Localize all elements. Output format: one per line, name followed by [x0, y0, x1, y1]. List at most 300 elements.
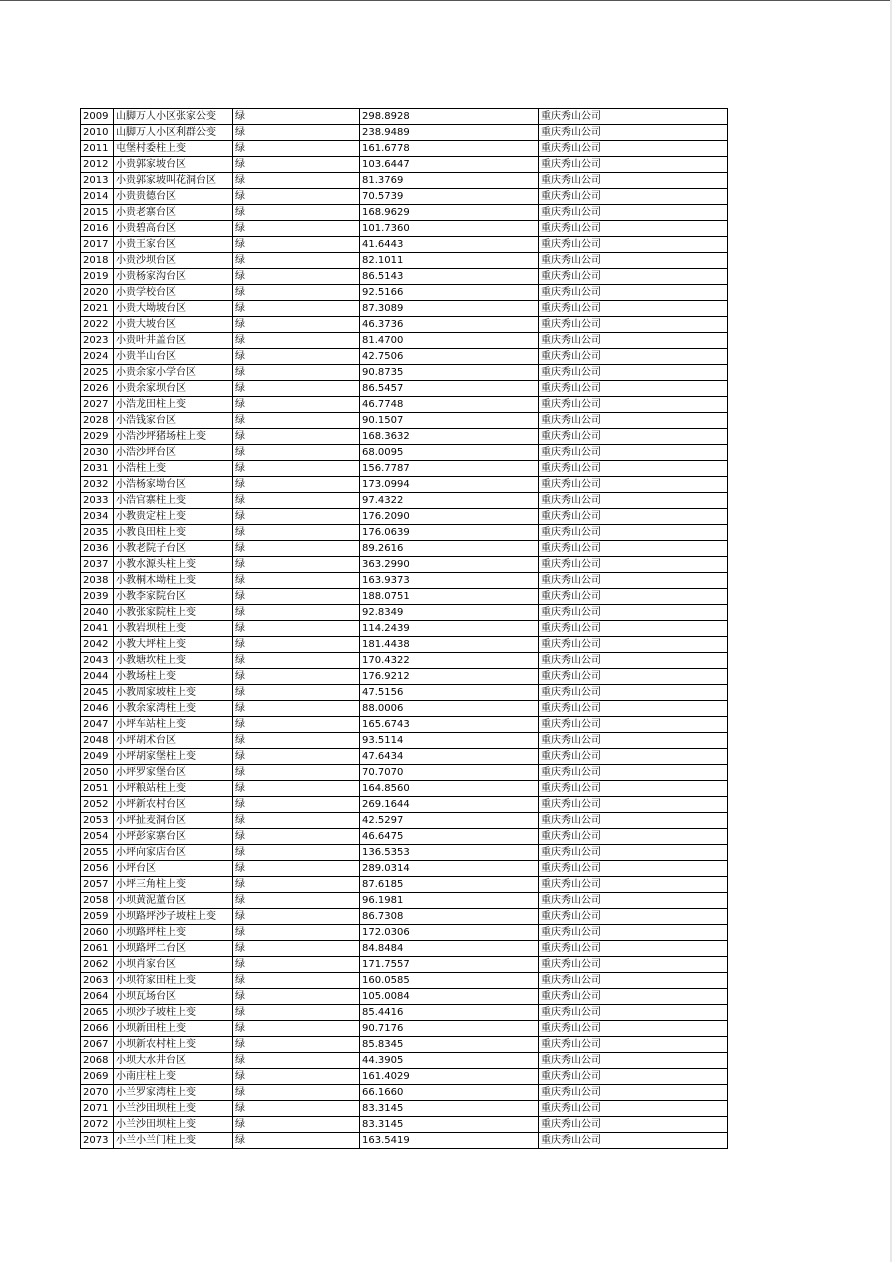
table-row: [81, 157, 728, 173]
table-row: [81, 1085, 728, 1101]
table-row: [81, 333, 728, 349]
cell-id: 2013: [81, 173, 114, 189]
cell-color: 绿: [233, 157, 360, 173]
cell-name: 小浩龙田柱上变: [114, 397, 233, 413]
cell-id: 2050: [81, 765, 114, 781]
cell-id: 2043: [81, 653, 114, 669]
cell-value: 46.7748: [360, 397, 539, 413]
cell-id: 2054: [81, 829, 114, 845]
cell-company: 重庆秀山公司: [539, 589, 728, 605]
cell-company: 重庆秀山公司: [539, 605, 728, 621]
cell-company: 重庆秀山公司: [539, 637, 728, 653]
cell-name: 小兰罗家湾柱上变: [114, 1085, 233, 1101]
table-row: [81, 781, 728, 797]
table-row: [81, 141, 728, 157]
cell-color: 绿: [233, 941, 360, 957]
cell-color: 绿: [233, 141, 360, 157]
cell-value: 90.8735: [360, 365, 539, 381]
cell-name: 小教大坪柱上变: [114, 637, 233, 653]
cell-id: 2020: [81, 285, 114, 301]
table-row: [81, 125, 728, 141]
cell-company: 重庆秀山公司: [539, 541, 728, 557]
cell-color: 绿: [233, 925, 360, 941]
cell-color: 绿: [233, 573, 360, 589]
table-row: [81, 1037, 728, 1053]
cell-value: 176.0639: [360, 525, 539, 541]
cell-value: 70.5739: [360, 189, 539, 205]
cell-name: 小教周家坡柱上变: [114, 685, 233, 701]
cell-color: 绿: [233, 621, 360, 637]
cell-value: 363.2990: [360, 557, 539, 573]
cell-color: 绿: [233, 285, 360, 301]
cell-color: 绿: [233, 813, 360, 829]
cell-id: 2070: [81, 1085, 114, 1101]
cell-id: 2029: [81, 429, 114, 445]
cell-value: 164.8560: [360, 781, 539, 797]
cell-value: 70.7070: [360, 765, 539, 781]
cell-name: 小坝瓦场台区: [114, 989, 233, 1005]
table-row: [81, 445, 728, 461]
cell-company: 重庆秀山公司: [539, 397, 728, 413]
cell-id: 2025: [81, 365, 114, 381]
cell-id: 2041: [81, 621, 114, 637]
cell-color: 绿: [233, 109, 360, 125]
cell-id: 2027: [81, 397, 114, 413]
cell-name: 小坝路坪柱上变: [114, 925, 233, 941]
table-row: [81, 317, 728, 333]
cell-id: 2017: [81, 237, 114, 253]
cell-id: 2019: [81, 269, 114, 285]
cell-color: 绿: [233, 477, 360, 493]
cell-value: 66.1660: [360, 1085, 539, 1101]
cell-color: 绿: [233, 397, 360, 413]
cell-company: 重庆秀山公司: [539, 365, 728, 381]
table-row: [81, 845, 728, 861]
table-row: [81, 365, 728, 381]
cell-company: 重庆秀山公司: [539, 157, 728, 173]
cell-name: 小坝路坪沙子坡柱上变: [114, 909, 233, 925]
cell-name: 小贵老寨台区: [114, 205, 233, 221]
cell-value: 90.7176: [360, 1021, 539, 1037]
cell-value: 68.0095: [360, 445, 539, 461]
table-row: [81, 701, 728, 717]
table-row: [81, 797, 728, 813]
cell-value: 176.9212: [360, 669, 539, 685]
cell-name: 小兰沙田坝柱上变: [114, 1117, 233, 1133]
cell-id: 2011: [81, 141, 114, 157]
table-row: [81, 669, 728, 685]
cell-id: 2052: [81, 797, 114, 813]
cell-value: 188.0751: [360, 589, 539, 605]
cell-value: 82.1011: [360, 253, 539, 269]
cell-value: 84.8484: [360, 941, 539, 957]
cell-name: 小贵郭家坡叫花洞台区: [114, 173, 233, 189]
cell-company: 重庆秀山公司: [539, 877, 728, 893]
table-row: [81, 397, 728, 413]
cell-name: 山脚万人小区利群公变: [114, 125, 233, 141]
cell-name: 小教塘坎柱上变: [114, 653, 233, 669]
cell-color: 绿: [233, 701, 360, 717]
cell-company: 重庆秀山公司: [539, 237, 728, 253]
table-row: [81, 909, 728, 925]
cell-color: 绿: [233, 493, 360, 509]
cell-company: 重庆秀山公司: [539, 173, 728, 189]
cell-company: 重庆秀山公司: [539, 461, 728, 477]
cell-company: 重庆秀山公司: [539, 941, 728, 957]
cell-company: 重庆秀山公司: [539, 845, 728, 861]
table-row: [81, 1005, 728, 1021]
cell-id: 2065: [81, 1005, 114, 1021]
cell-company: 重庆秀山公司: [539, 669, 728, 685]
cell-company: 重庆秀山公司: [539, 573, 728, 589]
cell-company: 重庆秀山公司: [539, 957, 728, 973]
cell-name: 屯堡村委柱上变: [114, 141, 233, 157]
table-row: [81, 477, 728, 493]
cell-color: 绿: [233, 1085, 360, 1101]
cell-name: 小浩官寨柱上变: [114, 493, 233, 509]
cell-value: 86.5143: [360, 269, 539, 285]
cell-name: 小坪台区: [114, 861, 233, 877]
table-row: [81, 413, 728, 429]
cell-company: 重庆秀山公司: [539, 701, 728, 717]
cell-value: 85.4416: [360, 1005, 539, 1021]
cell-color: 绿: [233, 829, 360, 845]
cell-company: 重庆秀山公司: [539, 1021, 728, 1037]
cell-id: 2067: [81, 1037, 114, 1053]
table-row: [81, 813, 728, 829]
table-row: [81, 685, 728, 701]
cell-color: 绿: [233, 541, 360, 557]
cell-id: 2034: [81, 509, 114, 525]
cell-company: 重庆秀山公司: [539, 525, 728, 541]
table-row: [81, 493, 728, 509]
table-row: [81, 1133, 728, 1149]
cell-id: 2064: [81, 989, 114, 1005]
cell-id: 2047: [81, 717, 114, 733]
cell-name: 小坝符家田柱上变: [114, 973, 233, 989]
cell-color: 绿: [233, 317, 360, 333]
cell-color: 绿: [233, 781, 360, 797]
table-row: [81, 749, 728, 765]
table-row: [81, 861, 728, 877]
cell-value: 163.9373: [360, 573, 539, 589]
cell-color: 绿: [233, 205, 360, 221]
cell-company: 重庆秀山公司: [539, 269, 728, 285]
cell-id: 2057: [81, 877, 114, 893]
cell-company: 重庆秀山公司: [539, 973, 728, 989]
cell-id: 2049: [81, 749, 114, 765]
cell-name: 小教贵定柱上变: [114, 509, 233, 525]
cell-color: 绿: [233, 1117, 360, 1133]
cell-id: 2058: [81, 893, 114, 909]
cell-color: 绿: [233, 717, 360, 733]
cell-company: 重庆秀山公司: [539, 893, 728, 909]
cell-value: 85.8345: [360, 1037, 539, 1053]
cell-name: 小坪胡术台区: [114, 733, 233, 749]
cell-name: 小坝路坪二台区: [114, 941, 233, 957]
cell-company: 重庆秀山公司: [539, 1037, 728, 1053]
cell-company: 重庆秀山公司: [539, 653, 728, 669]
cell-value: 173.0994: [360, 477, 539, 493]
cell-name: 小贵余家小学台区: [114, 365, 233, 381]
cell-value: 96.1981: [360, 893, 539, 909]
cell-company: 重庆秀山公司: [539, 989, 728, 1005]
cell-company: 重庆秀山公司: [539, 429, 728, 445]
cell-id: 2061: [81, 941, 114, 957]
cell-company: 重庆秀山公司: [539, 861, 728, 877]
cell-company: 重庆秀山公司: [539, 477, 728, 493]
cell-color: 绿: [233, 381, 360, 397]
cell-id: 2036: [81, 541, 114, 557]
cell-company: 重庆秀山公司: [539, 621, 728, 637]
cell-color: 绿: [233, 893, 360, 909]
table-row: [81, 173, 728, 189]
cell-value: 83.3145: [360, 1117, 539, 1133]
cell-id: 2048: [81, 733, 114, 749]
cell-value: 42.7506: [360, 349, 539, 365]
cell-id: 2046: [81, 701, 114, 717]
table-row: [81, 829, 728, 845]
cell-name: 小教张家院柱上变: [114, 605, 233, 621]
cell-name: 小浩柱上变: [114, 461, 233, 477]
cell-color: 绿: [233, 1005, 360, 1021]
cell-name: 小浩沙坪猪场柱上变: [114, 429, 233, 445]
table-row: [81, 429, 728, 445]
cell-color: 绿: [233, 301, 360, 317]
cell-name: 小坝新田柱上变: [114, 1021, 233, 1037]
cell-value: 176.2090: [360, 509, 539, 525]
cell-name: 小坪新农村台区: [114, 797, 233, 813]
cell-color: 绿: [233, 333, 360, 349]
cell-company: 重庆秀山公司: [539, 1117, 728, 1133]
cell-name: 小浩沙坪台区: [114, 445, 233, 461]
cell-name: 小教余家湾柱上变: [114, 701, 233, 717]
cell-id: 2022: [81, 317, 114, 333]
cell-company: 重庆秀山公司: [539, 381, 728, 397]
cell-color: 绿: [233, 909, 360, 925]
cell-name: 小坪向家店台区: [114, 845, 233, 861]
cell-company: 重庆秀山公司: [539, 189, 728, 205]
cell-id: 2009: [81, 109, 114, 125]
cell-id: 2035: [81, 525, 114, 541]
cell-id: 2071: [81, 1101, 114, 1117]
cell-name: 小贵沙坝台区: [114, 253, 233, 269]
cell-id: 2015: [81, 205, 114, 221]
table-row: [81, 461, 728, 477]
cell-name: 小南庄柱上变: [114, 1069, 233, 1085]
cell-id: 2045: [81, 685, 114, 701]
cell-company: 重庆秀山公司: [539, 925, 728, 941]
table-row: [81, 109, 728, 125]
cell-color: 绿: [233, 989, 360, 1005]
cell-id: 2038: [81, 573, 114, 589]
cell-id: 2072: [81, 1117, 114, 1133]
cell-id: 2044: [81, 669, 114, 685]
cell-value: 171.7557: [360, 957, 539, 973]
cell-name: 小坪粮站柱上变: [114, 781, 233, 797]
cell-color: 绿: [233, 733, 360, 749]
cell-value: 92.5166: [360, 285, 539, 301]
cell-id: 2055: [81, 845, 114, 861]
cell-color: 绿: [233, 269, 360, 285]
cell-id: 2030: [81, 445, 114, 461]
table-row: [81, 189, 728, 205]
cell-value: 161.4029: [360, 1069, 539, 1085]
cell-color: 绿: [233, 125, 360, 141]
table-row: [81, 1117, 728, 1133]
page-top-border: [0, 0, 892, 1]
cell-value: 181.4438: [360, 637, 539, 653]
cell-value: 44.3905: [360, 1053, 539, 1069]
cell-value: 83.3145: [360, 1101, 539, 1117]
cell-name: 小贵贵德台区: [114, 189, 233, 205]
cell-color: 绿: [233, 685, 360, 701]
cell-color: 绿: [233, 445, 360, 461]
cell-color: 绿: [233, 589, 360, 605]
cell-company: 重庆秀山公司: [539, 205, 728, 221]
cell-color: 绿: [233, 1133, 360, 1149]
table-row: [81, 301, 728, 317]
cell-color: 绿: [233, 1053, 360, 1069]
cell-value: 160.0585: [360, 973, 539, 989]
cell-name: 小教良田柱上变: [114, 525, 233, 541]
cell-value: 170.4322: [360, 653, 539, 669]
cell-color: 绿: [233, 173, 360, 189]
cell-company: 重庆秀山公司: [539, 1069, 728, 1085]
cell-value: 165.6743: [360, 717, 539, 733]
table-row: [81, 717, 728, 733]
cell-company: 重庆秀山公司: [539, 301, 728, 317]
cell-value: 114.2439: [360, 621, 539, 637]
cell-company: 重庆秀山公司: [539, 1085, 728, 1101]
cell-id: 2037: [81, 557, 114, 573]
cell-color: 绿: [233, 221, 360, 237]
cell-company: 重庆秀山公司: [539, 733, 728, 749]
cell-name: 小贵郭家坡台区: [114, 157, 233, 173]
cell-color: 绿: [233, 525, 360, 541]
cell-company: 重庆秀山公司: [539, 109, 728, 125]
cell-name: 小坪胡家堡柱上变: [114, 749, 233, 765]
cell-value: 47.5156: [360, 685, 539, 701]
cell-name: 小坝黄泥董台区: [114, 893, 233, 909]
cell-value: 42.5297: [360, 813, 539, 829]
cell-name: 小贵大坳坡台区: [114, 301, 233, 317]
cell-id: 2053: [81, 813, 114, 829]
cell-value: 87.3089: [360, 301, 539, 317]
cell-name: 山脚万人小区张家公变: [114, 109, 233, 125]
cell-color: 绿: [233, 765, 360, 781]
table-row: [81, 285, 728, 301]
cell-name: 小坪彭家寨台区: [114, 829, 233, 845]
cell-company: 重庆秀山公司: [539, 797, 728, 813]
table-row: [81, 733, 728, 749]
cell-id: 2056: [81, 861, 114, 877]
cell-value: 105.0084: [360, 989, 539, 1005]
table-row: [81, 973, 728, 989]
table-row: [81, 541, 728, 557]
cell-id: 2063: [81, 973, 114, 989]
table-row: [81, 605, 728, 621]
cell-value: 172.0306: [360, 925, 539, 941]
table-row: [81, 621, 728, 637]
cell-name: 小教场柱上变: [114, 669, 233, 685]
table-row: [81, 557, 728, 573]
cell-color: 绿: [233, 349, 360, 365]
cell-name: 小教水源头柱上变: [114, 557, 233, 573]
cell-value: 168.9629: [360, 205, 539, 221]
table-row: [81, 893, 728, 909]
cell-name: 小兰小兰门柱上变: [114, 1133, 233, 1149]
cell-value: 81.3769: [360, 173, 539, 189]
cell-name: 小贵叶井盖台区: [114, 333, 233, 349]
cell-color: 绿: [233, 861, 360, 877]
table-row: [81, 381, 728, 397]
cell-id: 2033: [81, 493, 114, 509]
table-row: [81, 1069, 728, 1085]
cell-id: 2012: [81, 157, 114, 173]
cell-company: 重庆秀山公司: [539, 141, 728, 157]
cell-color: 绿: [233, 637, 360, 653]
cell-color: 绿: [233, 509, 360, 525]
table-row: [81, 925, 728, 941]
cell-value: 88.0006: [360, 701, 539, 717]
cell-name: 小坪三角柱上变: [114, 877, 233, 893]
cell-id: 2021: [81, 301, 114, 317]
cell-name: 小教岩坝柱上变: [114, 621, 233, 637]
table-row: [81, 221, 728, 237]
cell-color: 绿: [233, 429, 360, 445]
cell-value: 168.3632: [360, 429, 539, 445]
table-row: [81, 253, 728, 269]
cell-company: 重庆秀山公司: [539, 557, 728, 573]
table-row: [81, 653, 728, 669]
cell-color: 绿: [233, 669, 360, 685]
cell-name: 小坪罗家堡台区: [114, 765, 233, 781]
cell-id: 2018: [81, 253, 114, 269]
cell-name: 小坝沙子坡柱上变: [114, 1005, 233, 1021]
cell-id: 2039: [81, 589, 114, 605]
cell-name: 小贵学校台区: [114, 285, 233, 301]
cell-company: 重庆秀山公司: [539, 1005, 728, 1021]
cell-id: 2060: [81, 925, 114, 941]
cell-color: 绿: [233, 973, 360, 989]
cell-value: 46.6475: [360, 829, 539, 845]
cell-company: 重庆秀山公司: [539, 253, 728, 269]
cell-company: 重庆秀山公司: [539, 781, 728, 797]
cell-value: 163.5419: [360, 1133, 539, 1149]
table-row: [81, 877, 728, 893]
cell-color: 绿: [233, 413, 360, 429]
table-row: [81, 525, 728, 541]
cell-value: 289.0314: [360, 861, 539, 877]
cell-value: 41.6443: [360, 237, 539, 253]
cell-value: 86.5457: [360, 381, 539, 397]
cell-id: 2069: [81, 1069, 114, 1085]
table-row: [81, 941, 728, 957]
cell-name: 小坪车站柱上变: [114, 717, 233, 733]
cell-color: 绿: [233, 845, 360, 861]
cell-id: 2062: [81, 957, 114, 973]
cell-color: 绿: [233, 557, 360, 573]
cell-company: 重庆秀山公司: [539, 349, 728, 365]
cell-color: 绿: [233, 749, 360, 765]
cell-name: 小贵杨家沟台区: [114, 269, 233, 285]
cell-company: 重庆秀山公司: [539, 333, 728, 349]
table-row: [81, 637, 728, 653]
cell-color: 绿: [233, 189, 360, 205]
cell-value: 89.2616: [360, 541, 539, 557]
cell-company: 重庆秀山公司: [539, 125, 728, 141]
